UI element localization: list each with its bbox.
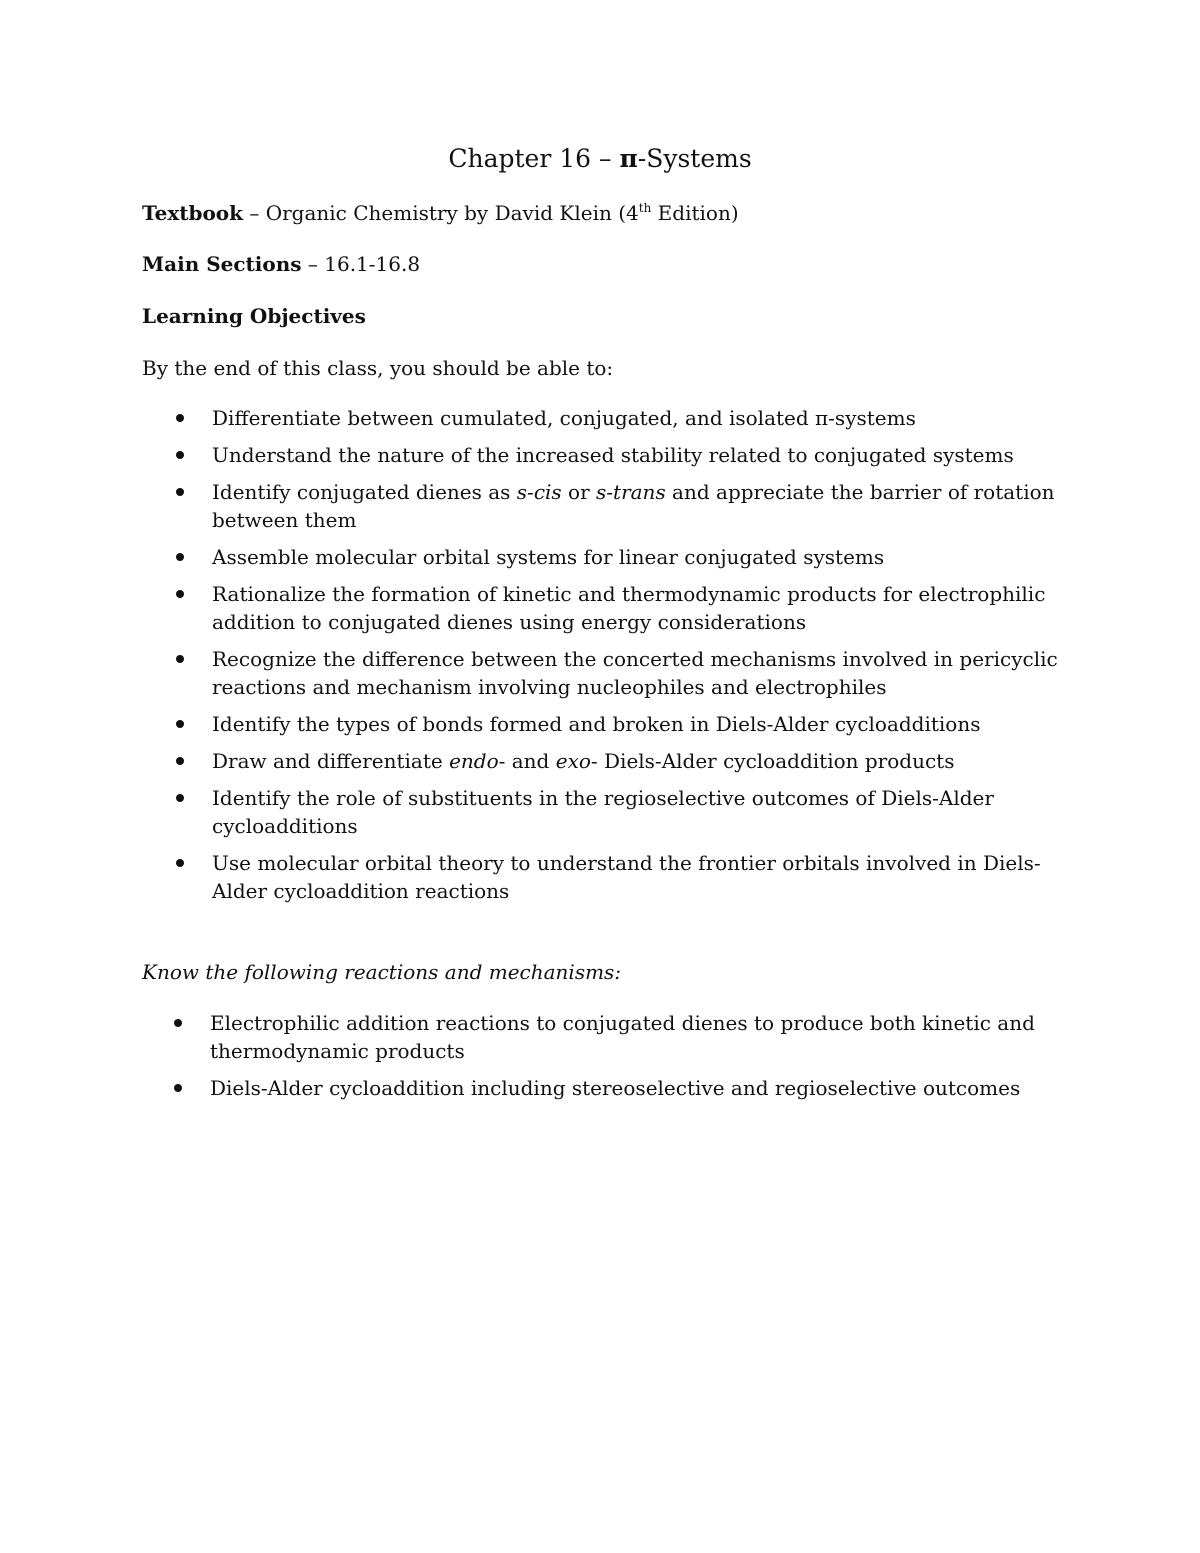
objective-italic-term: s-cis	[516, 480, 562, 504]
objective-text: - Diels-Alder cycloaddition products	[590, 749, 955, 773]
objective-text: or	[561, 480, 597, 504]
objective-item	[212, 404, 1092, 432]
objective-item	[212, 645, 1092, 701]
objectives-list	[212, 404, 1092, 914]
bullet-icon	[176, 553, 184, 561]
bullet-icon	[176, 451, 184, 459]
page-title	[0, 143, 1200, 175]
objective-text: Identify the role of substituents in the regioselective outcomes of Diels-Alder cycloadditions	[212, 786, 994, 838]
objective-text: Draw and differentiate	[212, 749, 450, 773]
objective-text: and appreciate the barrier of rotation between them	[212, 480, 1055, 532]
objective-item	[212, 747, 1092, 775]
objective-item	[212, 441, 1092, 469]
objective-text: Use molecular orbital theory to understand the frontier orbitals involved in Diels-Alder cycloaddition reactions	[212, 851, 1041, 903]
reactions-list	[210, 1009, 1090, 1111]
objectives-intro: By the end of this class, you should be able to:	[142, 356, 614, 380]
textbook-text-end: Edition)	[651, 201, 739, 225]
objective-text: Identify the types of bonds formed and broken in Diels-Alder cycloadditions	[212, 712, 981, 736]
objective-text: Differentiate between cumulated, conjugated, and isolated π-systems	[212, 406, 916, 430]
reaction-text: Diels-Alder cycloaddition including stereoselective and regioselective outcomes	[210, 1076, 1021, 1100]
objective-text: Assemble molecular orbital systems for linear conjugated systems	[212, 545, 885, 569]
bullet-icon	[176, 590, 184, 598]
main-sections-text: – 16.1-16.8	[301, 252, 421, 276]
bullet-icon	[176, 859, 184, 867]
main-sections-label: Main Sections	[142, 252, 302, 276]
bullet-icon	[176, 655, 184, 663]
textbook-line	[142, 199, 739, 227]
bullet-icon	[176, 757, 184, 765]
objective-text: Recognize the difference between the concerted mechanisms involved in pericyclic reactions and mechanism involving nucleophiles and electrophiles	[212, 647, 1058, 699]
textbook-text: – Organic Chemistry by David Klein (4	[243, 201, 639, 225]
objective-item	[212, 543, 1092, 571]
title-pi-symbol: π	[619, 144, 638, 173]
objective-item	[212, 849, 1092, 905]
know-reactions-heading: Know the following reactions and mechanisms:	[142, 960, 622, 984]
reaction-item	[210, 1009, 1090, 1065]
objective-text: - and	[498, 749, 556, 773]
objective-italic-term: exo	[555, 749, 591, 773]
objective-item	[212, 580, 1092, 636]
bullet-icon	[174, 1019, 182, 1027]
objective-text: Identify conjugated dienes as	[212, 480, 517, 504]
bullet-icon	[176, 488, 184, 496]
bullet-icon	[174, 1084, 182, 1092]
objective-item	[212, 784, 1092, 840]
main-sections-line	[142, 250, 420, 278]
textbook-label: Textbook	[142, 201, 243, 225]
bullet-icon	[176, 720, 184, 728]
objective-item	[212, 478, 1092, 534]
reaction-item	[210, 1074, 1090, 1102]
objective-text: Understand the nature of the increased stability related to conjugated systems	[212, 443, 1014, 467]
title-prefix: Chapter 16 –	[448, 144, 620, 173]
title-suffix: -Systems	[637, 144, 752, 173]
bullet-icon	[176, 794, 184, 802]
objective-text: Rationalize the formation of kinetic and thermodynamic products for electrophilic addition to conjugated dienes using energy considerations	[212, 582, 1046, 634]
reaction-text: Electrophilic addition reactions to conjugated dienes to produce both kinetic and thermodynamic products	[210, 1011, 1035, 1063]
edition-superscript: th	[638, 201, 652, 215]
objective-italic-term: s-trans	[596, 480, 666, 504]
bullet-icon	[176, 414, 184, 422]
objective-italic-term: endo	[449, 749, 499, 773]
objective-item	[212, 710, 1092, 738]
learning-objectives-heading: Learning Objectives	[142, 304, 366, 328]
